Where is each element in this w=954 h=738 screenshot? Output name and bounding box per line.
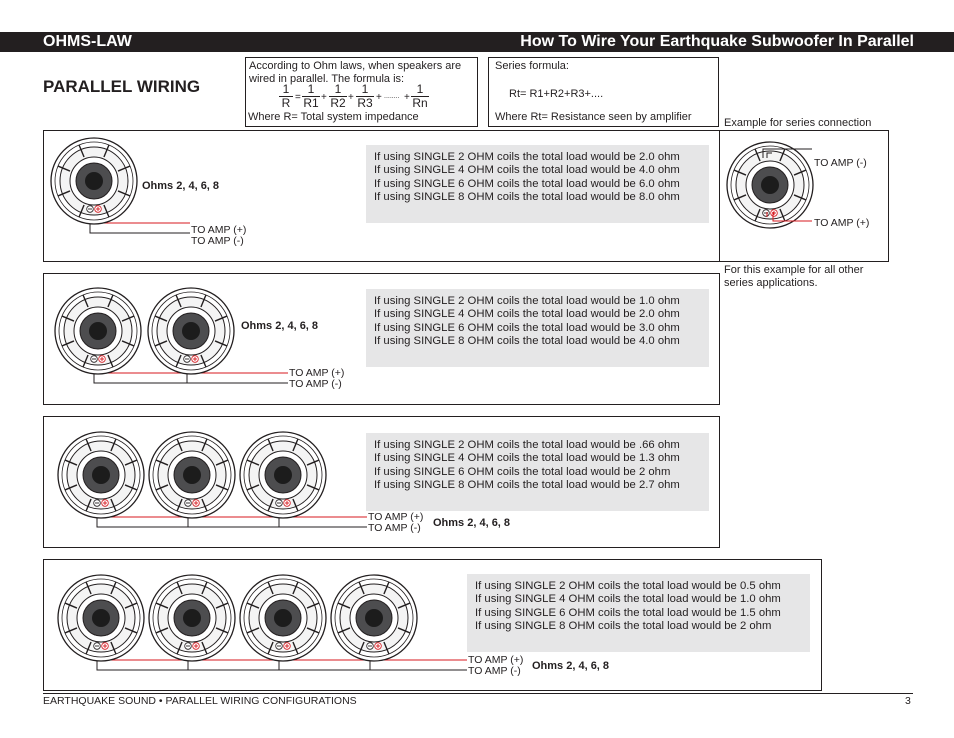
fraction-numerator: 1 <box>356 83 374 97</box>
load-line: If using SINGLE 4 OHM coils the total load would be 4.0 ohm <box>374 164 680 177</box>
fraction-denominator: Rn <box>412 96 428 110</box>
series-footer: Where Rt= Resistance seen by amplifier <box>495 111 692 123</box>
load-line: If using SINGLE 6 OHM coils the total load would be 6.0 ohm <box>374 177 680 190</box>
subwoofer-icon <box>148 288 234 374</box>
terminal-negative-icon <box>276 643 283 650</box>
series-amp-neg: TO AMP (-) <box>814 157 867 169</box>
subwoofer-icon <box>240 432 326 518</box>
fraction-numerator: 1 <box>329 83 347 97</box>
subwoofer-icon <box>58 575 144 661</box>
load-line: If using SINGLE 2 OHM coils the total load would be .66 ohm <box>374 439 680 451</box>
series-note-line2: series applications. <box>724 277 818 289</box>
header-left-title: OHMS-LAW <box>43 33 132 50</box>
amp-negative-label: TO AMP (-) <box>368 522 421 534</box>
terminal-positive-icon <box>193 643 200 650</box>
fraction-denominator: R1 <box>303 96 319 110</box>
plus-sign: + <box>404 92 410 103</box>
load-info-box <box>366 289 709 367</box>
ohms-label: Ohms 2, 4, 6, 8 <box>142 180 220 192</box>
series-note-line1: For this example for all other <box>724 264 864 276</box>
fraction-numerator: 1 <box>279 83 293 97</box>
load-line: If using SINGLE 8 OHM coils the total load would be 8.0 ohm <box>374 191 680 204</box>
wiring-panel-3 <box>43 416 720 548</box>
terminal-positive-icon <box>102 643 109 650</box>
terminal-positive-icon <box>375 643 382 650</box>
amp-positive-label: TO AMP (+) <box>289 367 345 379</box>
ellipsis: ........ <box>384 93 400 100</box>
terminal-positive-icon <box>193 500 200 507</box>
fraction-numerator: 1 <box>411 83 429 97</box>
wiring-panel-4 <box>43 559 822 691</box>
load-line: If using SINGLE 4 OHM coils the total load would be 1.3 ohm <box>374 452 680 465</box>
terminal-negative-icon <box>276 500 283 507</box>
load-line: If using SINGLE 2 OHM coils the total load would be 2.0 ohm <box>374 151 680 163</box>
fraction-denominator: R3 <box>357 96 373 110</box>
subwoofer-icon <box>58 432 144 518</box>
plus-sign: + <box>321 92 327 103</box>
subwoofer-icon <box>55 288 141 374</box>
terminal-positive-icon <box>284 643 291 650</box>
formula-intro-line2: wired in parallel. The formula is: <box>249 73 405 85</box>
footer-rule <box>43 693 913 694</box>
amp-positive-label: TO AMP (+) <box>368 511 424 523</box>
subwoofer-icon <box>51 138 137 224</box>
load-line: If using SINGLE 8 OHM coils the total load would be 2 ohm <box>475 620 772 633</box>
terminal-positive-icon <box>192 356 199 363</box>
amp-positive-label: TO AMP (+) <box>468 654 524 666</box>
load-line: If using SINGLE 8 OHM coils the total load would be 4.0 ohm <box>374 335 680 348</box>
series-example-panel <box>719 130 889 262</box>
plus-sign: + <box>348 92 354 103</box>
amp-negative-label: TO AMP (-) <box>191 235 244 247</box>
series-formula-box <box>488 57 719 127</box>
amp-negative-label: TO AMP (-) <box>468 665 521 677</box>
formula-intro-line1: According to Ohm laws, when speakers are <box>249 60 462 72</box>
fraction-r2 <box>329 83 347 110</box>
wiring-panel-1 <box>43 130 720 262</box>
fraction-r <box>279 83 293 110</box>
formula-footer: Where R= Total system impedance <box>248 111 419 123</box>
subwoofer-icon <box>240 575 326 661</box>
load-info-box <box>366 145 709 223</box>
load-line: If using SINGLE 2 OHM coils the total load would be 0.5 ohm <box>475 580 781 592</box>
terminal-positive-icon <box>771 210 778 217</box>
terminal-negative-icon <box>185 500 192 507</box>
fraction-r3 <box>356 83 374 110</box>
header-right-title: How To Wire Your Earthquake Subwoofer In Parallel <box>520 33 914 50</box>
load-line: If using SINGLE 6 OHM coils the total load would be 2 ohm <box>374 465 671 478</box>
terminal-negative-icon <box>91 356 98 363</box>
terminal-negative-icon <box>367 643 374 650</box>
load-info-box <box>366 433 709 511</box>
subwoofer-icon <box>331 575 417 661</box>
page-number: 3 <box>905 695 911 707</box>
load-line: If using SINGLE 6 OHM coils the total load would be 3.0 ohm <box>374 321 680 334</box>
terminal-negative-icon <box>94 500 101 507</box>
wiring-panel-2 <box>43 273 720 405</box>
terminal-negative-icon <box>185 643 192 650</box>
terminal-positive-icon <box>95 206 102 213</box>
terminal-positive-icon <box>102 500 109 507</box>
terminal-negative-icon <box>763 210 770 217</box>
load-line: If using SINGLE 6 OHM coils the total load would be 1.5 ohm <box>475 606 781 619</box>
load-info-box <box>467 574 810 652</box>
series-example-label: Example for series connection <box>724 117 872 129</box>
subwoofer-icon <box>149 432 235 518</box>
amp-positive-label: TO AMP (+) <box>191 224 247 236</box>
ohms-label: Ohms 2, 4, 6, 8 <box>241 320 319 332</box>
series-amp-pos: TO AMP (+) <box>814 217 870 229</box>
wire-positive <box>105 506 367 517</box>
plus-sign: + <box>376 92 382 103</box>
fraction-rn <box>411 83 429 110</box>
load-line: If using SINGLE 2 OHM coils the total load would be 1.0 ohm <box>374 295 680 307</box>
terminal-negative-icon <box>94 643 101 650</box>
terminal-positive-icon <box>99 356 106 363</box>
series-diagram <box>720 131 890 263</box>
fraction-numerator: 1 <box>302 83 320 97</box>
fraction-denominator: R2 <box>330 96 346 110</box>
terminal-negative-icon <box>87 206 94 213</box>
series-title: Series formula: <box>495 60 569 72</box>
load-line: If using SINGLE 8 OHM coils the total load would be 2.7 ohm <box>374 479 680 492</box>
equals-sign: = <box>295 92 301 103</box>
parallel-formula-box <box>245 57 478 127</box>
fraction-r1 <box>302 83 320 110</box>
subwoofer-icon <box>727 142 813 228</box>
amp-negative-label: TO AMP (-) <box>289 378 342 390</box>
ohms-label: Ohms 2, 4, 6, 8 <box>433 517 511 529</box>
subwoofer-icon <box>149 575 235 661</box>
section-title: PARALLEL WIRING <box>43 77 201 96</box>
ohms-label: Ohms 2, 4, 6, 8 <box>532 660 610 672</box>
terminal-negative-icon <box>184 356 191 363</box>
load-line: If using SINGLE 4 OHM coils the total load would be 2.0 ohm <box>374 308 680 321</box>
fraction-denominator: R <box>281 96 291 110</box>
terminal-positive-icon <box>284 500 291 507</box>
series-formula: Rt= R1+R2+R3+.... <box>509 88 604 100</box>
footer-text: EARTHQUAKE SOUND • PARALLEL WIRING CONFIGURATIONS <box>43 695 357 707</box>
load-line: If using SINGLE 4 OHM coils the total load would be 1.0 ohm <box>475 593 781 606</box>
